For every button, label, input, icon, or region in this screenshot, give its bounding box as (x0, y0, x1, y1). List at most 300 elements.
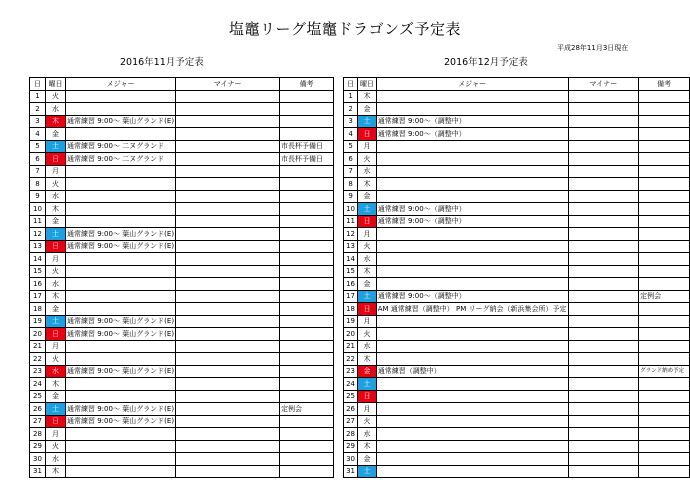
weekday-cell: 金 (358, 190, 377, 203)
weekday-cell: 月 (46, 340, 66, 353)
minor-cell (176, 303, 280, 316)
major-cell (376, 428, 568, 441)
major-cell: AM 通常練習（調整中） PM リーグ納会（新浜集会所）予定 (376, 303, 568, 316)
day-cell: 18 (30, 303, 46, 316)
weekday-cell: 水 (358, 253, 377, 266)
note-cell (280, 103, 334, 116)
day-cell: 2 (30, 103, 46, 116)
table-row (30, 140, 334, 153)
day-cell: 26 (344, 403, 358, 416)
major-cell (376, 465, 568, 478)
major-cell (66, 390, 176, 403)
weekday-cell: 金 (358, 278, 377, 291)
table-row (344, 403, 690, 416)
major-cell: 通常練習 9:00～ 葉山グランド(E) (66, 315, 176, 328)
major-cell (376, 315, 568, 328)
note-cell (280, 240, 334, 253)
table-row (30, 340, 334, 353)
table-row (344, 265, 690, 278)
note-cell (639, 90, 690, 103)
day-cell: 10 (344, 203, 358, 216)
major-cell (376, 190, 568, 203)
table-row (344, 440, 690, 453)
day-cell: 10 (30, 203, 46, 216)
major-cell: 通常練習 9:00～（調整中） (376, 115, 568, 128)
day-cell: 8 (344, 178, 358, 191)
weekday-cell: 火 (46, 440, 66, 453)
minor-cell (176, 153, 280, 166)
table-row (30, 328, 334, 341)
day-cell: 12 (30, 228, 46, 241)
day-cell: 22 (30, 353, 46, 366)
weekday-cell: 木 (46, 203, 66, 216)
day-cell: 20 (30, 328, 46, 341)
minor-cell (176, 428, 280, 441)
table-row (30, 128, 334, 141)
table-row (30, 253, 334, 266)
minor-cell (176, 128, 280, 141)
minor-cell (568, 265, 639, 278)
table-row (344, 415, 690, 428)
day-cell: 27 (344, 415, 358, 428)
minor-cell (176, 378, 280, 391)
major-cell (376, 265, 568, 278)
day-cell: 7 (30, 165, 46, 178)
day-cell: 13 (30, 240, 46, 253)
minor-cell (176, 328, 280, 341)
weekday-cell: 日 (358, 128, 377, 141)
table-row (30, 228, 334, 241)
header-day: 日 (344, 78, 358, 91)
table-row (30, 415, 334, 428)
weekday-cell: 水 (46, 190, 66, 203)
day-cell: 9 (344, 190, 358, 203)
header-weekday: 曜日 (358, 78, 377, 91)
day-cell: 31 (30, 465, 46, 478)
minor-cell (568, 215, 639, 228)
table-row (344, 303, 690, 316)
major-cell (66, 103, 176, 116)
weekday-cell: 火 (358, 328, 377, 341)
minor-cell (176, 340, 280, 353)
table-row (344, 153, 690, 166)
note-cell (280, 165, 334, 178)
day-cell: 29 (30, 440, 46, 453)
weekday-cell: 火 (46, 90, 66, 103)
minor-cell (568, 303, 639, 316)
table-row (30, 303, 334, 316)
note-cell (639, 353, 690, 366)
weekday-cell: 土 (46, 140, 66, 153)
major-cell: 通常練習 9:00～ 葉山グランド(E) (66, 115, 176, 128)
weekday-cell: 水 (358, 428, 377, 441)
note-cell (280, 228, 334, 241)
day-cell: 21 (30, 340, 46, 353)
day-cell: 19 (30, 315, 46, 328)
note-cell (639, 453, 690, 466)
note-cell (280, 353, 334, 366)
table-row (344, 190, 690, 203)
note-cell (280, 90, 334, 103)
weekday-cell: 日 (46, 415, 66, 428)
table-row (344, 340, 690, 353)
major-cell: 通常練習 9:00～ 二ヌグランド (66, 153, 176, 166)
minor-cell (568, 253, 639, 266)
major-cell: 通常練習（調整中） (376, 365, 568, 378)
table-row (344, 178, 690, 191)
note-cell (280, 290, 334, 303)
weekday-cell: 火 (358, 240, 377, 253)
note-cell (280, 378, 334, 391)
weekday-cell: 土 (358, 378, 377, 391)
minor-cell (568, 453, 639, 466)
note-cell (639, 128, 690, 141)
table-row (344, 365, 690, 378)
note-cell: 市長杯予備日 (280, 140, 334, 153)
major-cell (376, 390, 568, 403)
major-cell (66, 278, 176, 291)
major-cell: 通常練習 9:00～ 葉山グランド(E) (66, 240, 176, 253)
note-cell (280, 178, 334, 191)
day-cell: 27 (30, 415, 46, 428)
table-row (344, 390, 690, 403)
minor-cell (568, 328, 639, 341)
major-cell (66, 440, 176, 453)
weekday-cell: 金 (46, 215, 66, 228)
day-cell: 19 (344, 315, 358, 328)
note-cell (639, 440, 690, 453)
weekday-cell: 火 (358, 415, 377, 428)
weekday-cell: 日 (46, 328, 66, 341)
minor-cell (568, 103, 639, 116)
day-cell: 6 (344, 153, 358, 166)
day-cell: 15 (30, 265, 46, 278)
table-row (30, 365, 334, 378)
minor-cell (176, 228, 280, 241)
minor-cell (568, 290, 639, 303)
major-cell: 通常練習 9:00～ 葉山グランド(E) (66, 228, 176, 241)
minor-cell (176, 315, 280, 328)
weekday-cell: 日 (358, 215, 377, 228)
minor-cell (568, 315, 639, 328)
day-cell: 16 (344, 278, 358, 291)
major-cell: 通常練習 9:00～ 葉山グランド(E) (66, 365, 176, 378)
major-cell (66, 340, 176, 353)
day-cell: 24 (344, 378, 358, 391)
note-cell (639, 315, 690, 328)
table-row (344, 290, 690, 303)
day-cell: 25 (344, 390, 358, 403)
major-cell (376, 378, 568, 391)
note-cell (280, 390, 334, 403)
weekday-cell: 火 (46, 178, 66, 191)
day-cell: 4 (344, 128, 358, 141)
minor-cell (176, 290, 280, 303)
table-row (344, 315, 690, 328)
minor-cell (176, 265, 280, 278)
table-row (30, 378, 334, 391)
note-cell (639, 103, 690, 116)
minor-cell (176, 278, 280, 291)
header-notes: 備考 (639, 78, 690, 91)
major-cell (376, 453, 568, 466)
header-major: メジャー (376, 78, 568, 91)
note-cell (280, 203, 334, 216)
table-row (30, 390, 334, 403)
minor-cell (568, 153, 639, 166)
weekday-cell: 月 (358, 228, 377, 241)
day-cell: 8 (30, 178, 46, 191)
minor-cell (568, 340, 639, 353)
major-cell (66, 203, 176, 216)
weekday-cell: 木 (46, 115, 66, 128)
day-cell: 29 (344, 440, 358, 453)
table-row (344, 278, 690, 291)
note-cell (639, 228, 690, 241)
note-cell (639, 190, 690, 203)
note-cell (639, 253, 690, 266)
weekday-cell: 月 (46, 253, 66, 266)
table-row (344, 103, 690, 116)
november-schedule-table (29, 77, 334, 478)
as-of-date: 平成28年11月3日現在 (557, 44, 629, 52)
day-cell: 21 (344, 340, 358, 353)
table-row (344, 328, 690, 341)
table-row (344, 428, 690, 441)
day-cell: 5 (344, 140, 358, 153)
note-cell (639, 465, 690, 478)
note-cell (639, 153, 690, 166)
minor-cell (176, 215, 280, 228)
note-cell (639, 115, 690, 128)
major-cell: 通常練習 9:00～ 葉山グランド(E) (66, 415, 176, 428)
note-cell (639, 378, 690, 391)
table-row (30, 440, 334, 453)
note-cell (639, 278, 690, 291)
major-cell (66, 465, 176, 478)
day-cell: 30 (30, 453, 46, 466)
weekday-cell: 木 (46, 465, 66, 478)
weekday-cell: 金 (358, 365, 377, 378)
minor-cell (568, 203, 639, 216)
december-title: 2016年12月予定表 (444, 57, 528, 68)
minor-cell (568, 90, 639, 103)
table-row (30, 265, 334, 278)
note-cell (639, 403, 690, 416)
note-cell (280, 215, 334, 228)
weekday-cell: 火 (46, 265, 66, 278)
major-cell: 通常練習 9:00～ 葉山グランド(E) (66, 328, 176, 341)
minor-cell (176, 365, 280, 378)
minor-cell (176, 253, 280, 266)
minor-cell (568, 278, 639, 291)
table-row (30, 278, 334, 291)
table-row (30, 290, 334, 303)
minor-cell (568, 140, 639, 153)
minor-cell (568, 165, 639, 178)
weekday-cell: 木 (358, 440, 377, 453)
note-cell: 定例会 (280, 403, 334, 416)
day-cell: 18 (344, 303, 358, 316)
minor-cell (568, 128, 639, 141)
header-minor: マイナー (568, 78, 639, 91)
weekday-cell: 土 (358, 203, 377, 216)
note-cell (639, 390, 690, 403)
note-cell: 定例会 (639, 290, 690, 303)
major-cell (376, 153, 568, 166)
minor-cell (176, 453, 280, 466)
header-day: 日 (30, 78, 46, 91)
day-cell: 11 (344, 215, 358, 228)
table-row (344, 453, 690, 466)
table-row (344, 353, 690, 366)
note-cell (639, 265, 690, 278)
note-cell (280, 315, 334, 328)
november-title: 2016年11月予定表 (120, 57, 204, 68)
day-cell: 14 (344, 253, 358, 266)
minor-cell (568, 415, 639, 428)
major-cell (66, 128, 176, 141)
weekday-cell: 土 (46, 315, 66, 328)
weekday-cell: 日 (358, 390, 377, 403)
minor-cell (176, 103, 280, 116)
day-cell: 6 (30, 153, 46, 166)
note-cell (639, 340, 690, 353)
weekday-cell: 木 (358, 265, 377, 278)
table-row (344, 378, 690, 391)
note-cell (280, 253, 334, 266)
note-cell (280, 428, 334, 441)
minor-cell (568, 390, 639, 403)
note-cell (280, 340, 334, 353)
major-cell (376, 328, 568, 341)
weekday-cell: 金 (46, 390, 66, 403)
minor-cell (176, 390, 280, 403)
weekday-cell: 木 (46, 290, 66, 303)
weekday-cell: 土 (358, 465, 377, 478)
major-cell: 通常練習 9:00～ 二ヌグランド (66, 140, 176, 153)
minor-cell (176, 203, 280, 216)
minor-cell (568, 378, 639, 391)
major-cell (376, 403, 568, 416)
minor-cell (176, 140, 280, 153)
major-cell (66, 178, 176, 191)
note-cell: グランド納め予定 (639, 365, 690, 378)
major-cell: 通常練習 9:00～（調整中） (376, 290, 568, 303)
weekday-cell: 水 (46, 365, 66, 378)
day-cell: 14 (30, 253, 46, 266)
note-cell (280, 190, 334, 203)
table-row (30, 453, 334, 466)
day-cell: 2 (344, 103, 358, 116)
major-cell (66, 353, 176, 366)
table-row (30, 240, 334, 253)
weekday-cell: 木 (358, 90, 377, 103)
day-cell: 17 (344, 290, 358, 303)
major-cell (66, 265, 176, 278)
minor-cell (176, 353, 280, 366)
major-cell (376, 353, 568, 366)
table-row (344, 253, 690, 266)
day-cell: 1 (30, 90, 46, 103)
table-row (344, 465, 690, 478)
minor-cell (568, 240, 639, 253)
weekday-cell: 水 (46, 453, 66, 466)
day-cell: 22 (344, 353, 358, 366)
minor-cell (176, 415, 280, 428)
note-cell (280, 265, 334, 278)
table-row (30, 190, 334, 203)
minor-cell (568, 440, 639, 453)
note-cell (639, 303, 690, 316)
note-cell (280, 278, 334, 291)
table-row (344, 90, 690, 103)
day-cell: 12 (344, 228, 358, 241)
note-cell (280, 303, 334, 316)
minor-cell (568, 365, 639, 378)
weekday-cell: 土 (46, 403, 66, 416)
major-cell (376, 278, 568, 291)
weekday-cell: 月 (46, 428, 66, 441)
day-cell: 1 (344, 90, 358, 103)
note-cell (639, 178, 690, 191)
minor-cell (568, 228, 639, 241)
note-cell (639, 165, 690, 178)
day-cell: 9 (30, 190, 46, 203)
weekday-cell: 水 (358, 340, 377, 353)
day-cell: 28 (30, 428, 46, 441)
table-row (344, 115, 690, 128)
note-cell (280, 365, 334, 378)
major-cell (376, 240, 568, 253)
weekday-cell: 水 (46, 103, 66, 116)
minor-cell (176, 240, 280, 253)
minor-cell (176, 178, 280, 191)
note-cell (280, 465, 334, 478)
note-cell (639, 328, 690, 341)
weekday-cell: 金 (358, 453, 377, 466)
day-cell: 26 (30, 403, 46, 416)
weekday-cell: 火 (358, 153, 377, 166)
minor-cell (568, 190, 639, 203)
major-cell (66, 90, 176, 103)
table-row (344, 140, 690, 153)
major-cell (66, 253, 176, 266)
day-cell: 28 (344, 428, 358, 441)
weekday-cell: 日 (358, 303, 377, 316)
note-cell (280, 415, 334, 428)
table-row (344, 165, 690, 178)
weekday-cell: 木 (46, 378, 66, 391)
weekday-cell: 日 (46, 240, 66, 253)
note-cell (280, 128, 334, 141)
minor-cell (176, 165, 280, 178)
header-weekday: 曜日 (46, 78, 66, 91)
major-cell (66, 453, 176, 466)
table-row (30, 465, 334, 478)
table-row (30, 178, 334, 191)
note-cell (639, 215, 690, 228)
table-row (30, 315, 334, 328)
major-cell (376, 178, 568, 191)
major-cell (376, 228, 568, 241)
weekday-cell: 月 (358, 140, 377, 153)
day-cell: 7 (344, 165, 358, 178)
header-major: メジャー (66, 78, 176, 91)
weekday-cell: 金 (46, 303, 66, 316)
day-cell: 4 (30, 128, 46, 141)
table-row (344, 228, 690, 241)
